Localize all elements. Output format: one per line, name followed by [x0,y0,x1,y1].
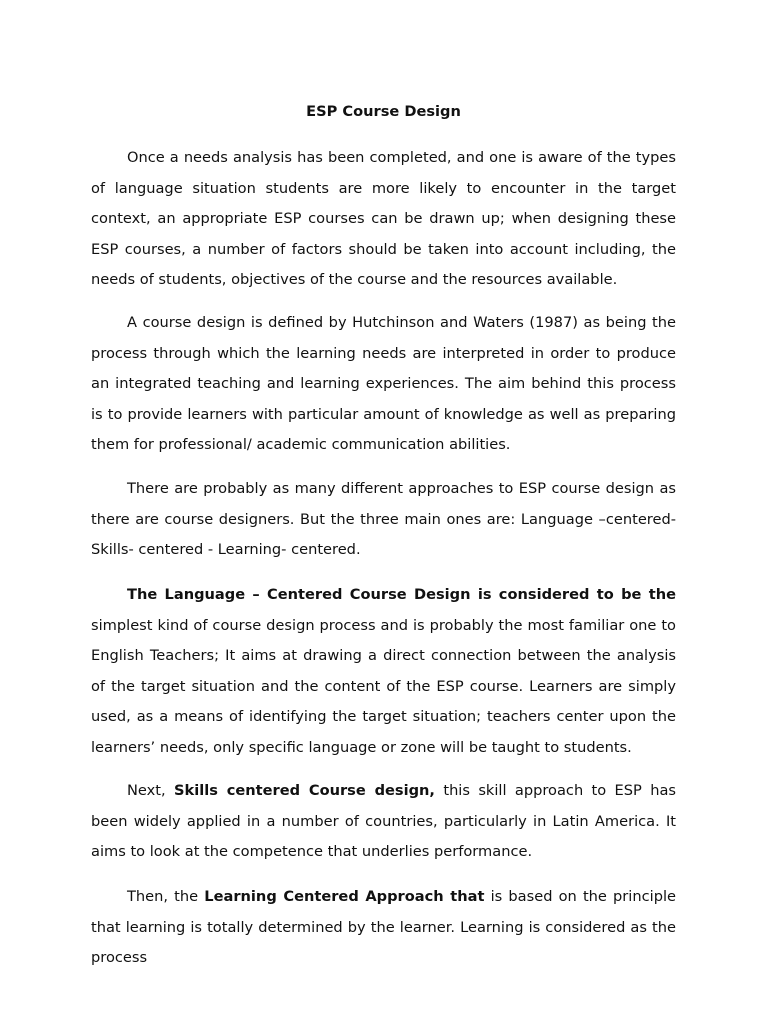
language-centered-heading: The Language – Centered Course Design is considered to be the [127,586,676,603]
document-title: ESP Course Design [306,103,461,120]
skills-centered-lead: Next, [127,782,174,799]
paragraph-course-design-definition: A course design is defined by Hutchinson and Waters (1987) as being the process through which the learning needs are interpreted in order to produce an integrated teaching and learning experiences. The aim behind this process is to provide learners with particular amount of knowledge as well as preparing them for professional/ academic communication abilities. [91,314,676,453]
skills-centered-heading: Skills centered Course design, [174,782,435,799]
paragraph-language-centered [91,580,676,763]
learning-centered-heading: Learning Centered Approach that [204,888,485,905]
skills-centered-body: this skill approach to ESP has been widely applied in a number of countries, particularly in Latin America. It aims to look at the competence that underlies performance. [91,782,676,860]
learning-centered-body: is based on the principle that learning is totally determined by the learner. Learning is considered as the process [91,888,676,966]
language-centered-body: simplest kind of course design process and is probably the most familiar one to English Teachers; It aims at drawing a direct connection between the analysis of the target situation and the content of the ESP course. Learners are simply used, as a means of identifying the target situation; teachers center upon the learners’ needs, only specific language or zone will be taught to students. [91,616,676,756]
learning-centered-lead: Then, the [127,888,205,905]
paragraph-skills-centered [91,776,676,868]
paragraph-approaches: There are probably as many different approaches to ESP course design as there are course designers. But the three main ones are: Language –centered- Skills- centered - Learning- centered. [91,480,676,558]
paragraph-needs-analysis: Once a needs analysis has been completed, and one is aware of the types of language situation students are more likely to encounter in the target context, an appropriate ESP courses can be drawn up; when designing these ESP courses, a number of factors should be taken into account including, the needs of students, objectives of the course and the resources available. [91,149,676,288]
paragraph-learning-centered [91,882,676,974]
